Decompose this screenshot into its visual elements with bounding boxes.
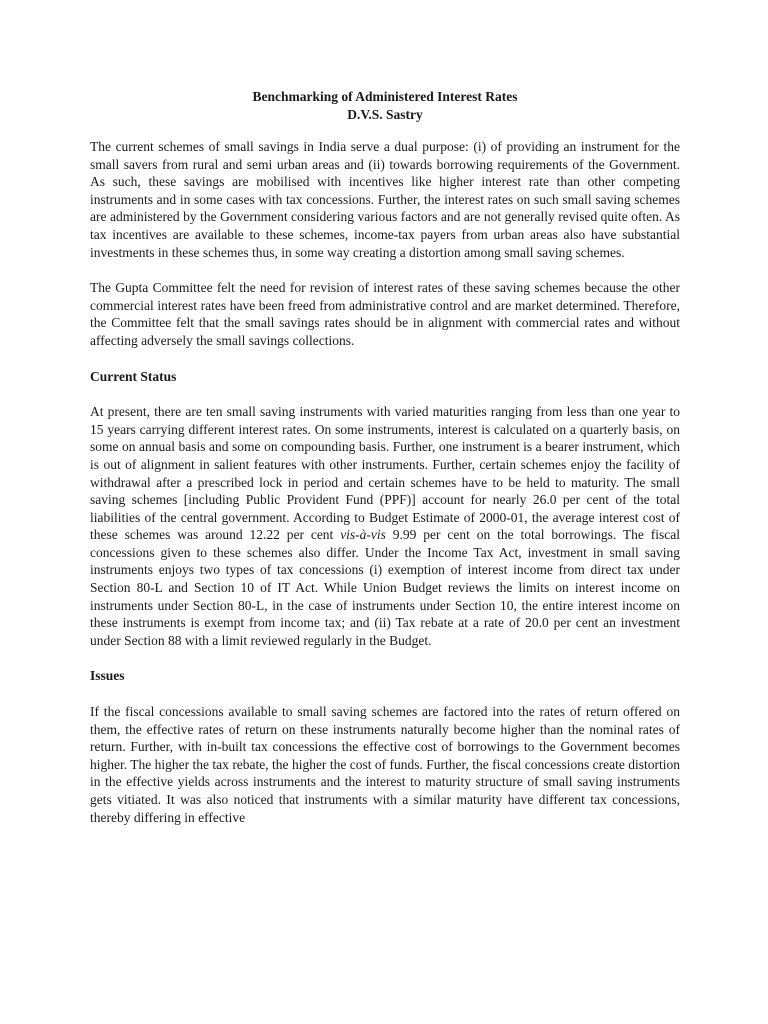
current-status-paragraph	[90, 403, 680, 649]
document-title: Benchmarking of Administered Interest Rates	[252, 89, 518, 104]
intro-paragraph-1: The current schemes of small savings in India serve a dual purpose: (i) of providing an instrument for the small savers from rural and semi urban areas and (ii) towards borrowing requirements of the Government. As such, these savings are mobilised with incentives like higher interest rate than other competing instruments and in some cases with tax concessions. Further, the interest rates on such small saving schemes are administered by the Government considering various factors and are not generally revised quite often. As tax incentives are available to these schemes, income-tax payers from urban areas also have substantial investments in these schemes thus, in some way creating a distortion among small saving schemes.	[90, 139, 680, 260]
document-author: D.V.S. Sastry	[347, 107, 423, 122]
issues-paragraph: If the fiscal concessions available to small saving schemes are factored into the rates of return offered on them, the effective rates of return on these instruments naturally become higher than the nominal rates of return. Further, with in-built tax concessions the effective cost of borrowings to the Government becomes higher. The higher the tax rebate, the higher the cost of funds. Further, the fiscal concessions create distortion in the effective yields across instruments and the interest to maturity structure of small saving instruments gets vitiated. It was also noticed that instruments with a similar maturity have different tax concessions, thereby differing in effective	[90, 704, 680, 825]
current-status-italic-term: vis-à-vis	[340, 527, 386, 543]
intro-paragraph-2: The Gupta Committee felt the need for revision of interest rates of these saving schemes because the other commercial interest rates have been freed from administrative control and are market determined. Therefore, the Committee felt that the small savings rates should be in alignment with commercial rates and without affecting adversely the small savings collections.	[90, 280, 680, 348]
current-status-text-part-2: 9.99 per cent on the total borrowings. The fiscal concessions given to these schemes also differ. Under the Income Tax Act, investment in small saving instruments enjoys two types of tax concessions (i) exemption of interest income from direct tax under Section 80-L and Section 10 of IT Act. While Union Budget reviews the limits on interest income on instruments under Section 80-L, in the case of instruments under Section 10, the entire interest income on these instruments is exempt from income tax; and (ii) Tax rebate at a rate of 20.0 per cent an investment under Section 88 with a limit reviewed regularly in the Budget.	[90, 527, 680, 648]
current-status-text-part-1: At present, there are ten small saving instruments with varied maturities ranging from less than one year to 15 years carrying different interest rates. On some instruments, interest is calculated on a quarterly basis, on some on annual basis and some on compounding basis. Further, one instrument is a bearer instrument, which is out of alignment in salient features with other instruments. Further, certain schemes enjoy the facility of withdrawal after a prescribed lock in period and certain schemes have to be held to maturity. The small saving schemes [including Public Provident Fund (PPF)] account for nearly 26.0 per cent of the total liabilities of the central government. According to Budget Estimate of 2000-01, the average interest cost of these schemes was around 12.22 per cent	[90, 404, 680, 543]
document-page	[90, 88, 680, 844]
current-status-heading: Current Status	[90, 368, 177, 384]
issues-heading: Issues	[90, 668, 125, 684]
title-block	[90, 88, 680, 124]
